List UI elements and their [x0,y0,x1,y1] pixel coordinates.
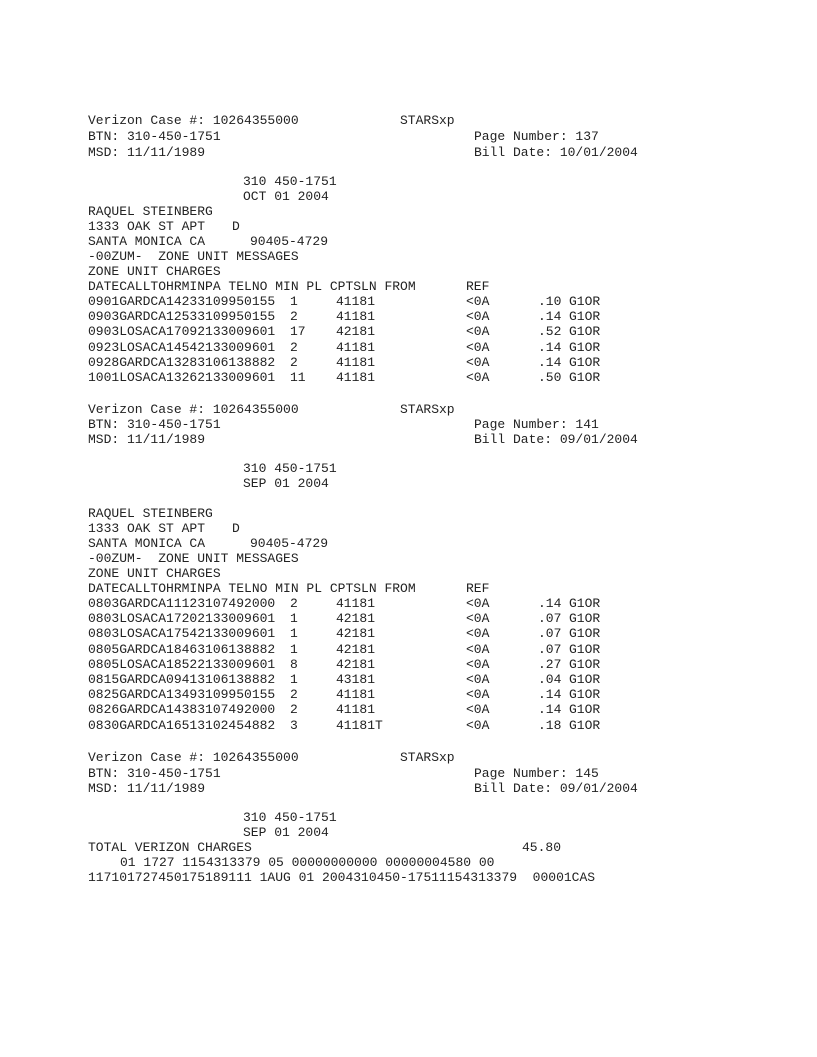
row-cptsln: 42181 [336,324,376,339]
system-name: STARSxp [400,750,455,765]
sub-header-phone: 310 450-1751 [243,810,337,825]
row-ref: <0A [466,355,490,370]
row-amount: .14 [538,702,562,717]
row-amount: .04 [538,672,562,687]
row-cptsln: 42181 [336,611,376,626]
row-cptsln: 41181 [336,294,376,309]
row-min: 2 [290,687,298,702]
row-cptsln: 42181 [336,626,376,641]
row-call-id: 0923LOSACA14542133009601 [88,340,276,355]
row-call-id: 0903LOSACA17092133009601 [88,324,276,339]
row-min: 2 [290,596,298,611]
row-call-id: 0830GARDCA16513102454882 [88,718,276,733]
row-cptsln: 42181 [336,657,376,672]
total-value: 45.80 [522,840,562,855]
row-min: 2 [290,340,298,355]
row-ref: <0A [466,672,490,687]
system-name: STARSxp [400,402,455,417]
bill-date: Bill Date: 10/01/2004 [474,145,638,160]
case-number: Verizon Case #: 10264355000 [88,750,299,765]
sub-header-date: SEP 01 2004 [243,476,329,491]
charge-type: ZONE UNIT CHARGES [88,264,221,279]
sub-header-phone: 310 450-1751 [243,174,337,189]
row-amount: .07 [538,611,562,626]
row-call-id: 0803LOSACA17202133009601 [88,611,276,626]
customer-name: RAQUEL STEINBERG [88,204,213,219]
row-min: 2 [290,309,298,324]
row-code: G1OR [569,596,601,611]
row-amount: .14 [538,309,562,324]
row-ref: <0A [466,702,490,717]
row-code: G1OR [569,687,601,702]
row-code: G1OR [569,324,601,339]
row-min: 2 [290,702,298,717]
row-amount: .14 [538,340,562,355]
customer-name: RAQUEL STEINBERG [88,506,213,521]
row-call-id: 1001LOSACA13262133009601 [88,370,276,385]
row-code: G1OR [569,355,601,370]
row-ref: <0A [466,309,490,324]
row-code: G1OR [569,626,601,641]
msd-line: MSD: 11/11/1989 [88,781,206,796]
row-min: 1 [290,294,298,309]
message-type: -00ZUM- ZONE UNIT MESSAGES [88,551,299,566]
row-code: G1OR [569,340,601,355]
message-type: -00ZUM- ZONE UNIT MESSAGES [88,249,299,264]
customer-street: 1333 OAK ST APT [88,521,206,536]
row-code: G1OR [569,309,601,324]
row-call-id: 0903GARDCA12533109950155 [88,309,276,324]
row-cptsln: 41181 [336,370,376,385]
customer-zip: 90405-4729 [250,536,329,551]
case-number: Verizon Case #: 10264355000 [88,113,299,128]
row-min: 17 [290,324,306,339]
customer-city: SANTA MONICA CA [88,536,206,551]
row-call-id: 0815GARDCA09413106138882 [88,672,276,687]
page-number: Page Number: 137 [474,129,599,144]
total-label: TOTAL VERIZON CHARGES [88,840,252,855]
row-cptsln: 41181 [336,340,376,355]
customer-zip: 90405-4729 [250,234,329,249]
row-ref: <0A [466,294,490,309]
msd-line: MSD: 11/11/1989 [88,432,206,447]
btn-line: BTN: 310-450-1751 [88,417,221,432]
row-ref: <0A [466,687,490,702]
btn-line: BTN: 310-450-1751 [88,129,221,144]
row-code: G1OR [569,611,601,626]
row-min: 1 [290,611,298,626]
sub-header-date: SEP 01 2004 [243,825,329,840]
customer-apt: D [232,219,240,234]
row-amount: .14 [538,596,562,611]
row-code: G1OR [569,642,601,657]
msd-line: MSD: 11/11/1989 [88,145,206,160]
customer-apt: D [232,521,240,536]
column-header-ref: REF [466,279,490,294]
row-ref: <0A [466,626,490,641]
row-min: 1 [290,626,298,641]
row-ref: <0A [466,370,490,385]
row-call-id: 0803GARDCA11123107492000 [88,596,276,611]
row-amount: .14 [538,687,562,702]
customer-street: 1333 OAK ST APT [88,219,206,234]
row-cptsln: 41181 [336,702,376,717]
row-code: G1OR [569,702,601,717]
row-amount: .10 [538,294,562,309]
row-amount: .50 [538,370,562,385]
page-number: Page Number: 141 [474,417,599,432]
code-line-2: 117101727450175189111 1AUG 01 2004310450-17511154313379 00001CAS [88,870,596,885]
row-ref: <0A [466,324,490,339]
row-min: 1 [290,642,298,657]
row-cptsln: 42181 [336,642,376,657]
row-ref: <0A [466,611,490,626]
sub-header-date: OCT 01 2004 [243,189,329,204]
row-call-id: 0826GARDCA14383107492000 [88,702,276,717]
sub-header-phone: 310 450-1751 [243,461,337,476]
row-cptsln: 41181 [336,309,376,324]
row-code: G1OR [569,657,601,672]
column-headers: DATECALLTOHRMINPA TELNO MIN PL CPTSLN FROM [88,279,416,294]
row-amount: .18 [538,718,562,733]
row-code: G1OR [569,672,601,687]
row-min: 2 [290,355,298,370]
row-ref: <0A [466,657,490,672]
row-cptsln: 41181 [336,687,376,702]
bill-date: Bill Date: 09/01/2004 [474,432,638,447]
row-min: 11 [290,370,306,385]
customer-city: SANTA MONICA CA [88,234,206,249]
code-line-1: 01 1727 1154313379 05 00000000000 00000004580 00 [120,855,495,870]
row-cptsln: 41181 [336,355,376,370]
row-code: G1OR [569,370,601,385]
row-min: 1 [290,672,298,687]
btn-line: BTN: 310-450-1751 [88,766,221,781]
charge-type: ZONE UNIT CHARGES [88,566,221,581]
row-amount: .07 [538,642,562,657]
page-number: Page Number: 145 [474,766,599,781]
case-number: Verizon Case #: 10264355000 [88,402,299,417]
row-call-id: 0805LOSACA18522133009601 [88,657,276,672]
row-ref: <0A [466,642,490,657]
row-ref: <0A [466,718,490,733]
row-cptsln: 43181 [336,672,376,687]
row-code: G1OR [569,718,601,733]
row-code: G1OR [569,294,601,309]
row-call-id: 0825GARDCA13493109950155 [88,687,276,702]
row-cptsln: 41181T [336,718,383,733]
row-call-id: 0803LOSACA17542133009601 [88,626,276,641]
row-ref: <0A [466,340,490,355]
bill-date: Bill Date: 09/01/2004 [474,781,638,796]
row-min: 8 [290,657,298,672]
row-call-id: 0901GARDCA14233109950155 [88,294,276,309]
row-call-id: 0805GARDCA18463106138882 [88,642,276,657]
column-header-ref: REF [466,581,490,596]
row-cptsln: 41181 [336,596,376,611]
row-min: 3 [290,718,298,733]
row-amount: .14 [538,355,562,370]
row-call-id: 0928GARDCA13283106138882 [88,355,276,370]
system-name: STARSxp [400,113,455,128]
row-amount: .07 [538,626,562,641]
row-amount: .52 [538,324,562,339]
row-ref: <0A [466,596,490,611]
row-amount: .27 [538,657,562,672]
column-headers: DATECALLTOHRMINPA TELNO MIN PL CPTSLN FROM [88,581,416,596]
